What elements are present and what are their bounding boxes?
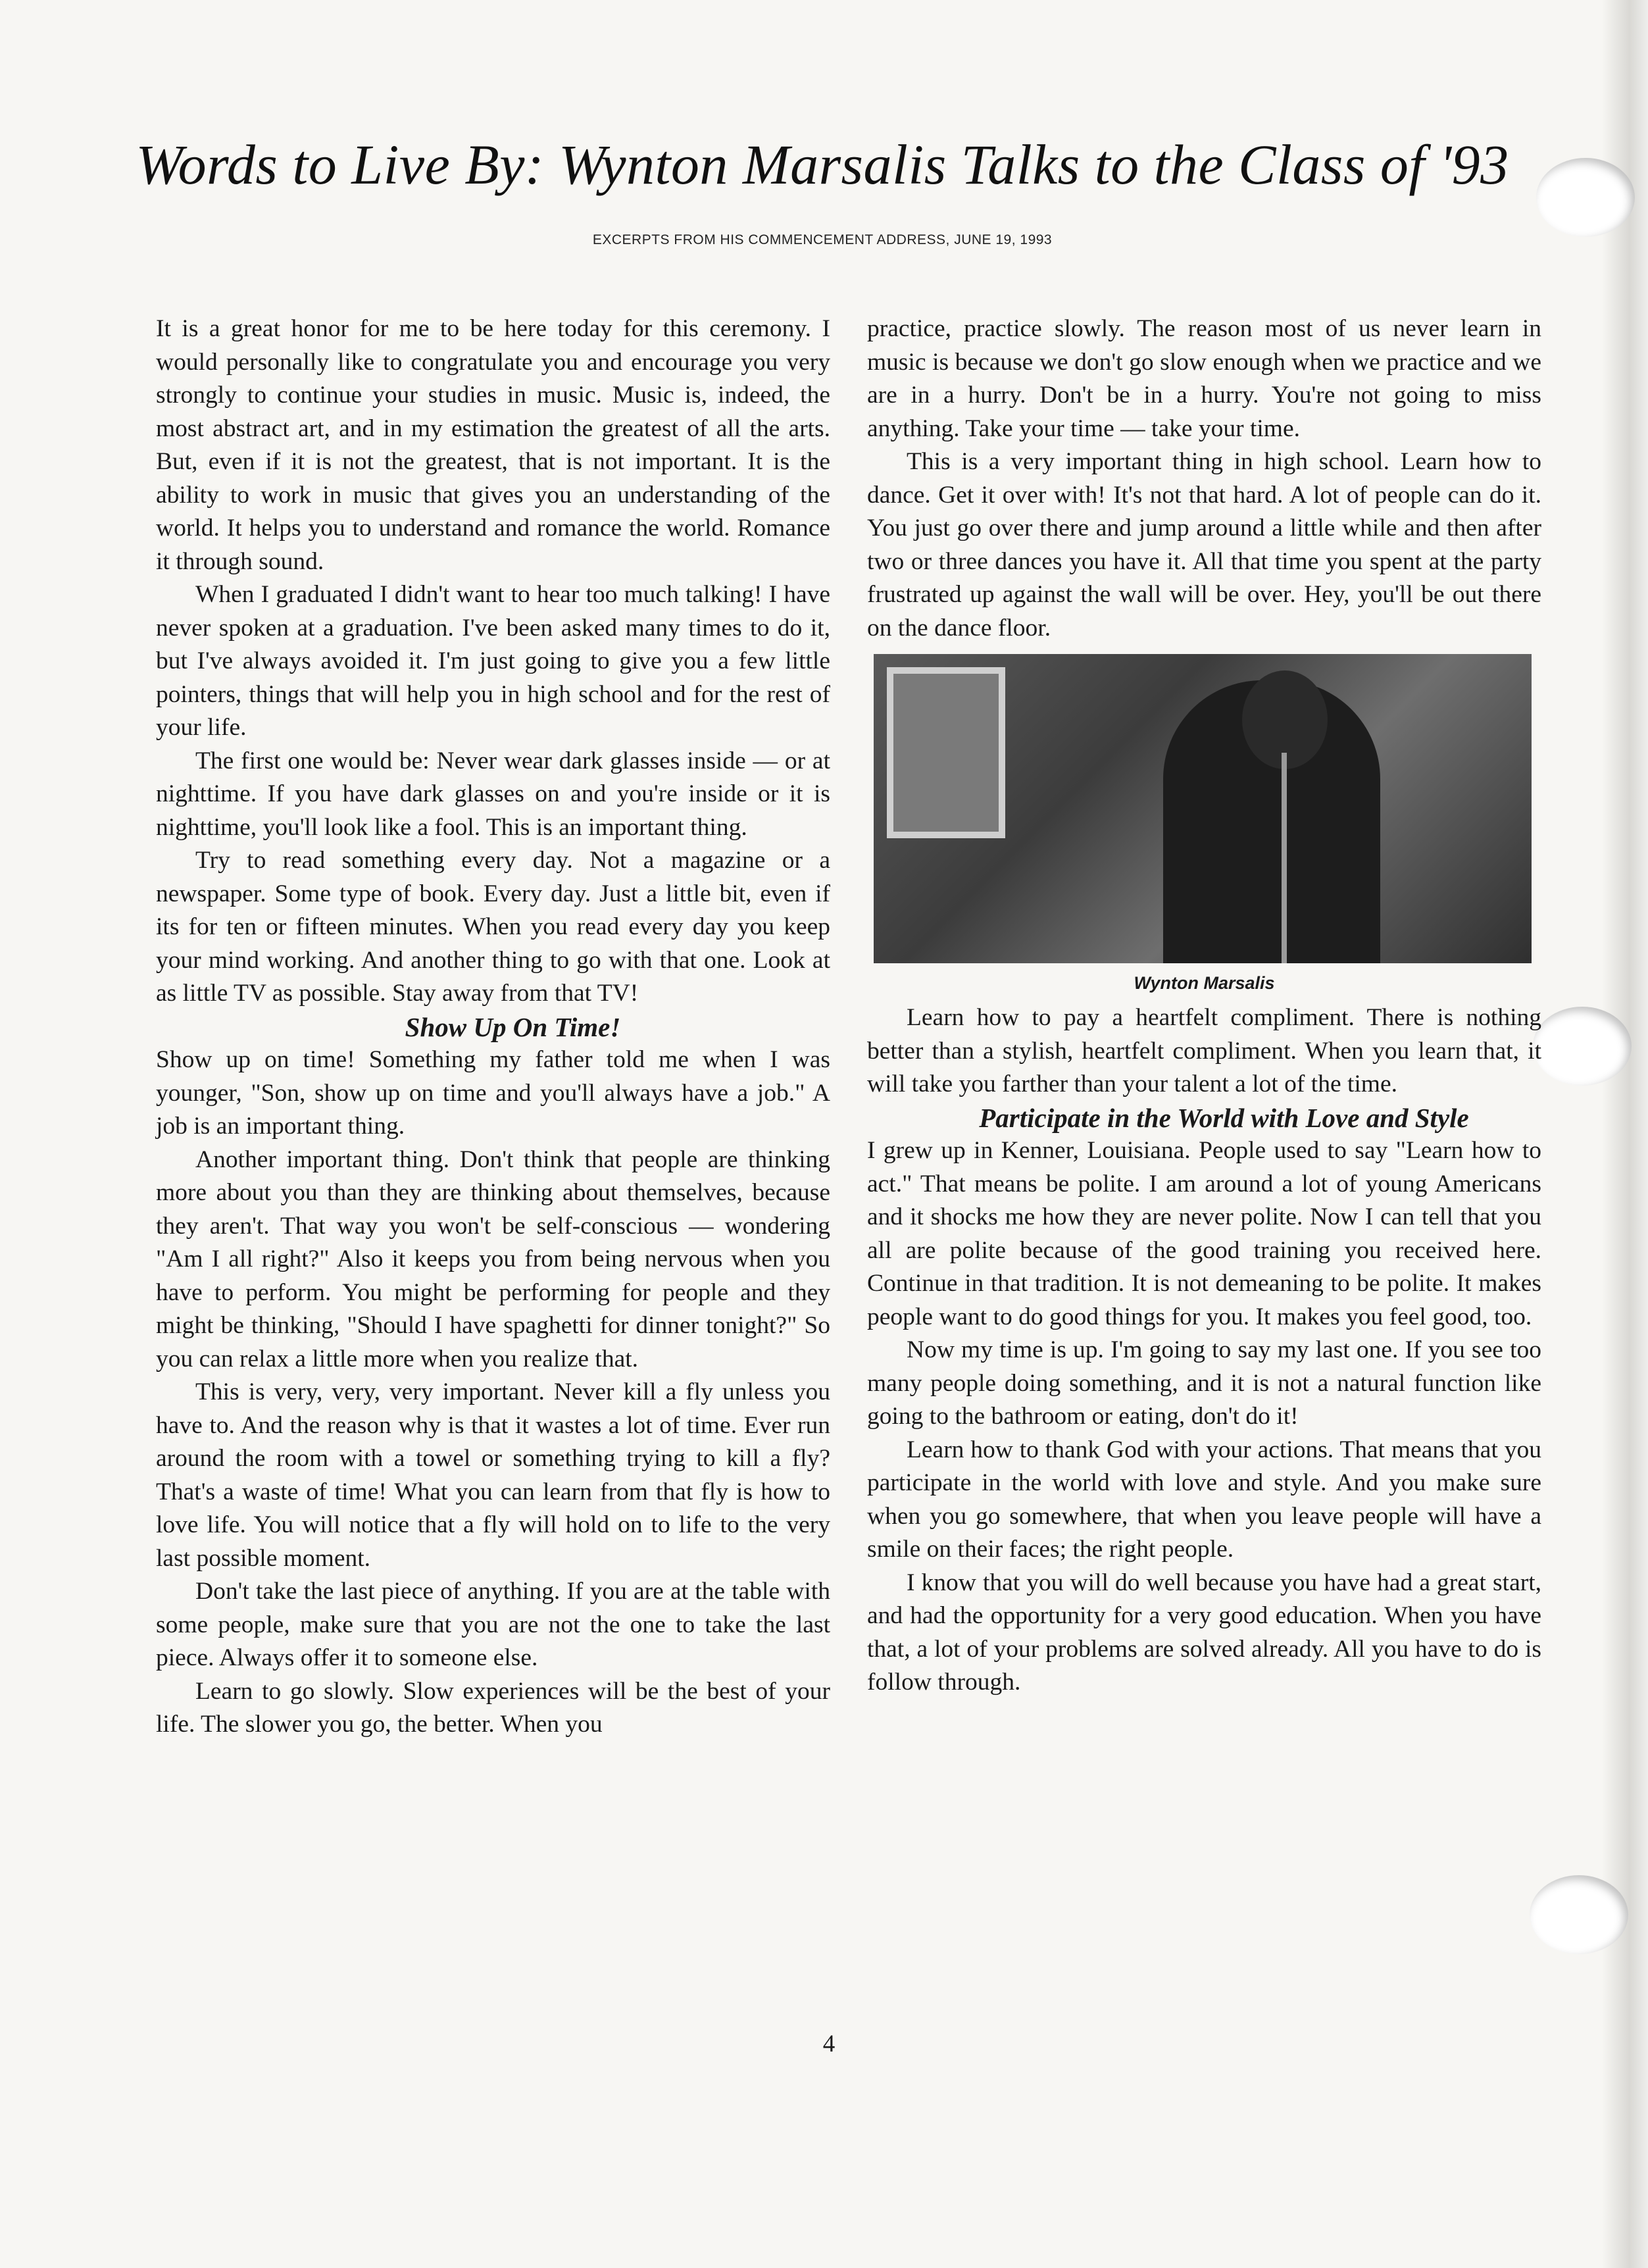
paragraph: I grew up in Kenner, Louisiana. People used to say "Learn how to act." That means be polite. I am around a lot of young Americans and it shocks me how they are never polite. Now I can tell that you all are polite because of the good training you received here. Continue in that tradition. It is not demeaning to be polite. It makes people want to do good things for you. It makes you feel good, too. (867, 1137, 1541, 1330)
page-number: 4 (822, 2030, 836, 2057)
section-heading: Participate in the World with Love and Style (979, 1102, 1469, 1133)
paragraph: Learn how to thank God with your actions. That means that you participate in the world with love and style. And you make sure when you go somewhere, that when you leave people will have a smile on their faces; the right people. (867, 1436, 1541, 1563)
photo-window (887, 667, 1005, 838)
binder-hole (1533, 1007, 1632, 1086)
paragraph: The first one would be: Never wear dark glasses inside — or at nighttime. If you have dark glasses on and you're inside or it is nighttime, you'll look like a fool. This is an important thing. (156, 747, 830, 841)
paragraph: This is a very important thing in high school. Learn how to dance. Get it over with! It's not that hard. A lot of people can do it. You just go over there and jump around a little while and then after two or three dances you have it. All that time you spent at the party frustrated up against the wall will be over. Hey, you'll be out there on the dance floor. (867, 448, 1541, 642)
photo-caption: Wynton Marsalis (1134, 973, 1275, 993)
paragraph: This is very, very, very important. Never kill a fly unless you have to. And the reason why is that it wastes a lot of time. Ever run around the room with a towel or something trying to kill a fly? That's a waste of time! What you can learn from that fly is how to love life. You will notice that a fly will hold on to life to the very last possible moment. (156, 1378, 830, 1572)
paragraph: practice, practice slowly. The reason most of us never learn in music is because we don't go slow enough when we practice and we are in a hurry. Don't be in a hurry. You're not going to miss anything. Take your time — take your time. (867, 315, 1541, 442)
paragraph: Now my time is up. I'm going to say my last one. If you see too many people doing something, and it is not a natural function like going to the bathroom or eating, don't do it! (867, 1336, 1541, 1430)
photo-microphone (1282, 753, 1287, 963)
section-heading: Show Up On Time! (405, 1011, 621, 1042)
paragraph: Show up on time! Something my father told me when I was younger, "Son, show up on time and you'll always have a job." A job is an important thing. (156, 1046, 830, 1140)
paragraph: Learn how to pay a heartfelt compliment. There is nothing better than a stylish, heartfelt compliment. When you learn that, it will take you farther than your talent a lot of the time. (867, 1004, 1541, 1097)
paragraph: It is a great honor for me to be here today for this ceremony. I would personally like to congratulate you and encourage you very strongly to continue your studies in music. Music is, indeed, the most abstract art, and in my estimation the greatest of all the arts. But, even if it is not the greatest, that is not important. It is the ability to work in music that gives you an understanding of the world. It helps you to understand and romance the world. Romance it through sound. (156, 315, 830, 575)
binder-hole (1530, 1875, 1628, 1954)
article-subtitle: EXCERPTS FROM HIS COMMENCEMENT ADDRESS, JUNE 19, 1993 (592, 232, 1053, 247)
article-title: Words to Live By: Wynton Marsalis Talks to the Class of '93 (136, 133, 1509, 196)
paragraph: Learn to go slowly. Slow experiences will be the best of your life. The slower you go, the better. When you (156, 1677, 830, 1738)
paragraph: When I graduated I didn't want to hear too much talking! I have never spoken at a graduation. I've been asked many times to do it, but I've always avoided it. I'm just going to give you a few little pointers, things that will help you in high school and for the rest of your life. (156, 581, 830, 741)
binder-hole (1536, 158, 1635, 237)
paragraph: I know that you will do well because you have had a great start, and had the opportunity for a very good education. When you have that, a lot of your problems are solved already. All you have to do is follow through. (867, 1569, 1541, 1696)
right-column (867, 313, 1541, 1700)
paragraph: Try to read something every day. Not a magazine or a newspaper. Some type of book. Every day. Just a little bit, even if its for ten or fifteen minutes. When you read every day you keep your mind working. And another thing to go with that one. Look at as little TV as possible. Stay away from that TV! (156, 847, 830, 1007)
paragraph: Don't take the last piece of anything. If you are at the table with some people, make sure that you are not the one to take the last piece. Always offer it to someone else. (156, 1578, 830, 1671)
portrait-photo (874, 654, 1532, 963)
paragraph: Another important thing. Don't think that people are thinking more about you than they are thinking about themselves, because they aren't. That way you won't be self-conscious — wondering "Am I all right?" Also it keeps you from being nervous when you have to perform. You might be performing for people and they might be thinking, "Should I have spaghetti for dinner tonight?" So you can relax a little more when you realize that. (156, 1146, 830, 1373)
left-column (156, 313, 830, 1742)
